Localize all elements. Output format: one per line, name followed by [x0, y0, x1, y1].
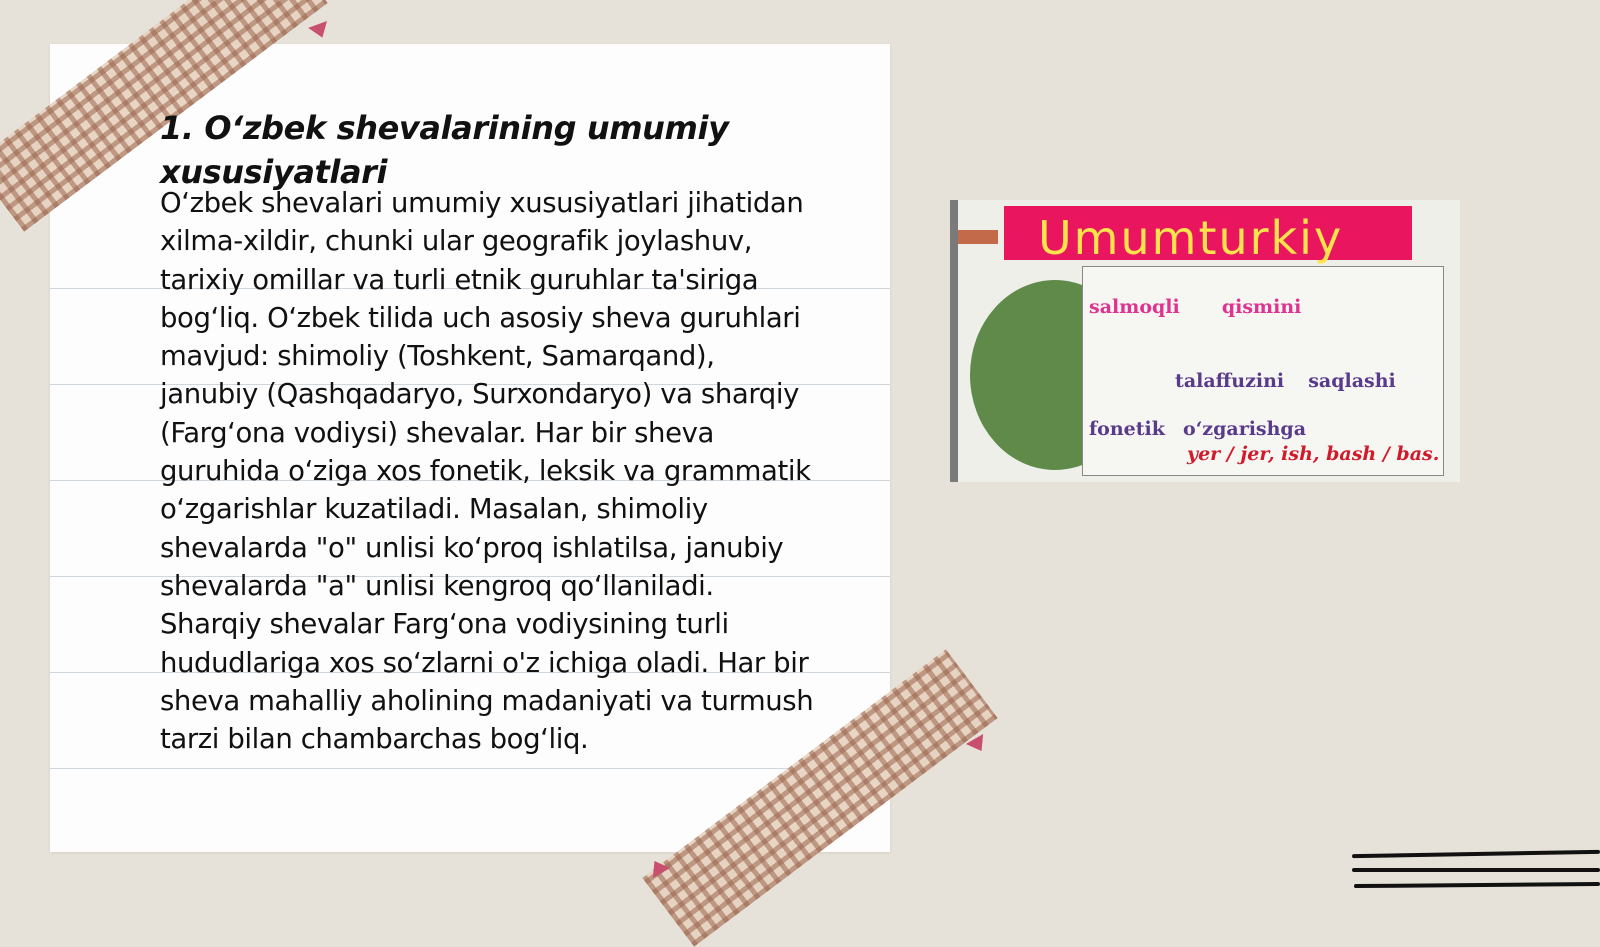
decorative-line [1352, 868, 1600, 872]
word-talaffuzini: talaffuzini [1175, 370, 1285, 392]
word-qismini: qismini [1221, 296, 1302, 318]
figure-banner-text: Umumturkiy [1038, 211, 1344, 265]
decorative-line [1354, 882, 1600, 888]
word-salmoqli: salmoqli [1089, 296, 1180, 318]
figure-text-card [1082, 266, 1444, 476]
word-examples: yer / jer, ish, bash / bas. [1187, 443, 1440, 465]
figure-accent-stripe [958, 230, 998, 244]
word-fonetik: fonetik [1089, 418, 1165, 440]
slide-body-text: O‘zbek shevalari umumiy xususiyatlari jihatidan xilma-xildir, chunki ular geografik joylashuv, tarixiy omillar va turli etnik guruhlar ta'siriga bog‘liq. O‘zbek tilida uch asosiy sheva guruhlari mavjud: shimoliy (Toshkent, Samarqand), janubiy (Qashqadaryo, Surxondaryo) va sharqiy (Farg‘ona vodiysi) shevalar. Har bir sheva guruhida o‘ziga xos fonetik, leksik va grammatik o‘zgarishlar kuzatiladi. Masalan, shimoliy shevalarda "o" unlisi ko‘proq ishlatilsa, janubiy shevalarda "a" unlisi kengroq qo‘llaniladi. Sharqiy shevalar Farg‘ona vodiysining turli hududlariga xos so‘zlarni o'z ichiga oladi. Har bir sheva mahalliy aholining madaniyati va turmush tarzi bilan chambarchas bog‘liq. [160, 187, 814, 756]
word-ozgarishga: o‘zgarishga [1183, 418, 1307, 440]
word-saqlashi: saqlashi [1308, 370, 1396, 392]
figure-banner [1004, 206, 1412, 265]
paper-rule-line [50, 768, 890, 769]
decorative-line [1352, 850, 1600, 858]
slide-title: 1. O‘zbek shevalarining umumiy xususiyatlari [160, 109, 729, 191]
dialect-figure [950, 200, 1460, 482]
pin-icon [308, 21, 332, 41]
